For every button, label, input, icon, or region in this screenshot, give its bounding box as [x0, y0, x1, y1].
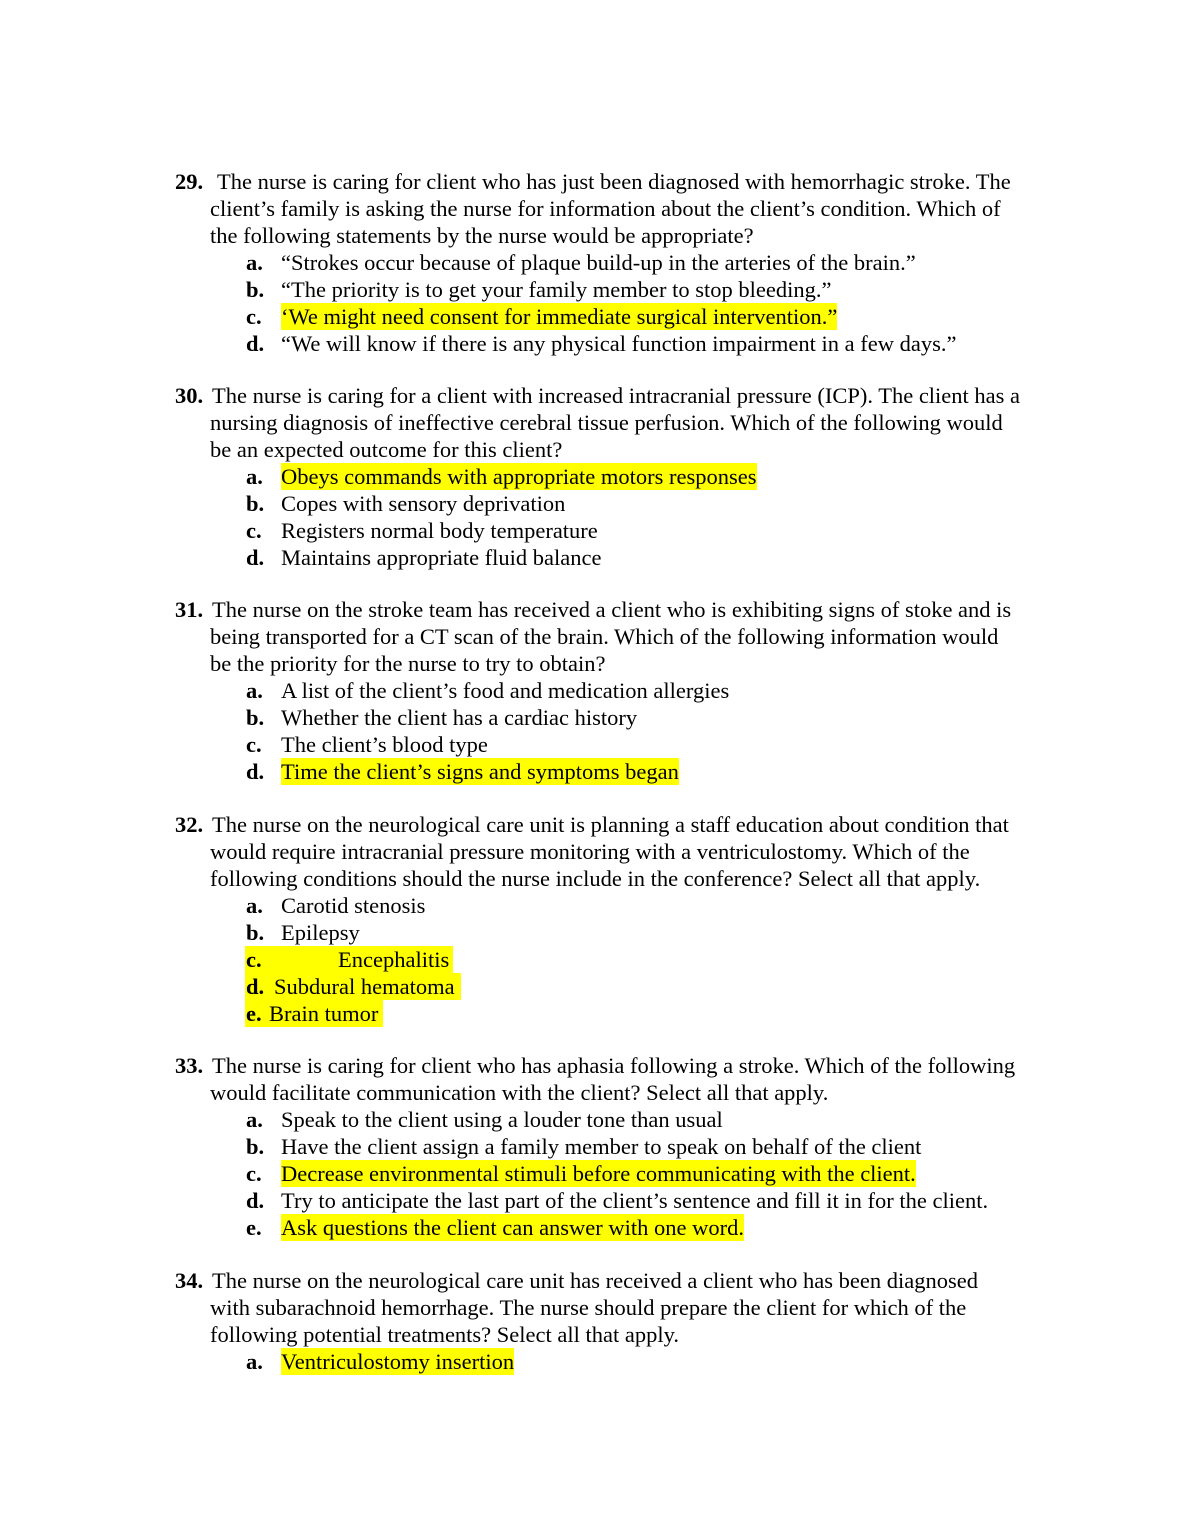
option-text: Brain tumor [269, 1001, 379, 1026]
question-text: with subarachnoid hemorrhage. The nurse should prepare the client for which of the [210, 1295, 967, 1320]
option-letter: d. [246, 1188, 265, 1213]
question-text: being transported for a CT scan of the brain. Which of the following information would [210, 624, 999, 649]
question-number: 33. [175, 1053, 204, 1078]
option-letter: b. [246, 491, 265, 516]
option-letter: a. [246, 1107, 263, 1132]
option-text: A list of the client’s food and medication allergies [281, 678, 730, 703]
option-letter: d. [246, 331, 265, 356]
option-text: Time the client’s signs and symptoms began [281, 759, 679, 784]
option-text: Ventriculostomy insertion [281, 1349, 515, 1374]
question-text: be the priority for the nurse to try to obtain? [210, 651, 606, 676]
option-text: Ask questions the client can answer with one word. [281, 1215, 745, 1240]
option-letter: b. [246, 920, 265, 945]
option-letter: a. [246, 678, 263, 703]
option-letter: a. [246, 1349, 263, 1374]
option-letter: b. [246, 705, 265, 730]
question-number: 31. [175, 597, 204, 622]
question-text: The nurse is caring for client who has just been diagnosed with hemorrhagic stroke. The [217, 169, 1011, 194]
option-text: Carotid stenosis [281, 893, 426, 918]
question-number: 30. [175, 383, 204, 408]
question-text: nursing diagnosis of ineffective cerebral tissue perfusion. Which of the following would [210, 410, 1003, 435]
option-text: “The priority is to get your family member to stop bleeding.” [281, 277, 832, 302]
option-letter: a. [246, 893, 263, 918]
question-text: The nurse on the neurological care unit has received a client who has been diagnosed [212, 1268, 978, 1293]
option-text: Epilepsy [281, 920, 360, 945]
option-text: Registers normal body temperature [281, 518, 598, 543]
option-letter: e. [246, 1215, 262, 1240]
option-letter: b. [246, 1134, 265, 1159]
option-text: “We will know if there is any physical function impairment in a few days.” [281, 331, 957, 356]
question-text: would require intracranial pressure monitoring with a ventriculostomy. Which of the [210, 839, 970, 864]
option-text: Copes with sensory deprivation [281, 491, 566, 516]
question-text: The nurse is caring for a client with increased intracranial pressure (ICP). The client has a [212, 383, 1021, 408]
option-letter: a. [246, 464, 263, 489]
question-text: The nurse on the stroke team has received a client who is exhibiting signs of stoke and is [212, 597, 1012, 622]
option-text: Obeys commands with appropriate motors responses [281, 464, 757, 489]
option-letter: b. [246, 277, 265, 302]
option-text: “Strokes occur because of plaque build-up in the arteries of the brain.” [281, 250, 916, 275]
option-text: Speak to the client using a louder tone than usual [281, 1107, 723, 1132]
question-number: 29. [175, 169, 204, 194]
question-text: The nurse is caring for client who has aphasia following a stroke. Which of the following [212, 1053, 1016, 1078]
option-letter: d. [246, 974, 265, 999]
question-text: following potential treatments? Select all that apply. [210, 1322, 680, 1347]
option-text: Decrease environmental stimuli before communicating with the client. [281, 1161, 916, 1186]
option-text: Encephalitis [338, 947, 450, 972]
question-text: be an expected outcome for this client? [210, 437, 563, 462]
option-text: ‘We might need consent for immediate surgical intervention.” [281, 304, 838, 329]
option-letter: c. [246, 732, 262, 757]
option-text: Whether the client has a cardiac history [281, 705, 638, 730]
question-text: client’s family is asking the nurse for information about the client’s condition. Which of [210, 196, 1001, 221]
option-letter: d. [246, 759, 265, 784]
question-text: would facilitate communication with the client? Select all that apply. [210, 1080, 829, 1105]
option-text: Subdural hematoma [274, 974, 455, 999]
option-letter: c. [246, 304, 262, 329]
question-number: 34. [175, 1268, 204, 1293]
option-text: The client’s blood type [281, 732, 488, 757]
question-text: The nurse on the neurological care unit is planning a staff education about condition that [212, 812, 1009, 837]
option-letter: c. [246, 947, 262, 972]
option-text: Maintains appropriate fluid balance [281, 545, 602, 570]
option-letter: e. [246, 1001, 262, 1026]
question-text: following conditions should the nurse include in the conference? Select all that apply. [210, 866, 981, 891]
option-letter: d. [246, 545, 265, 570]
question-text: the following statements by the nurse would be appropriate? [210, 223, 754, 248]
option-letter: a. [246, 250, 263, 275]
option-letter: c. [246, 518, 262, 543]
option-letter: c. [246, 1161, 262, 1186]
option-text: Have the client assign a family member to speak on behalf of the client [281, 1134, 922, 1159]
option-text: Try to anticipate the last part of the client’s sentence and fill it in for the client. [281, 1188, 989, 1213]
question-number: 32. [175, 812, 204, 837]
